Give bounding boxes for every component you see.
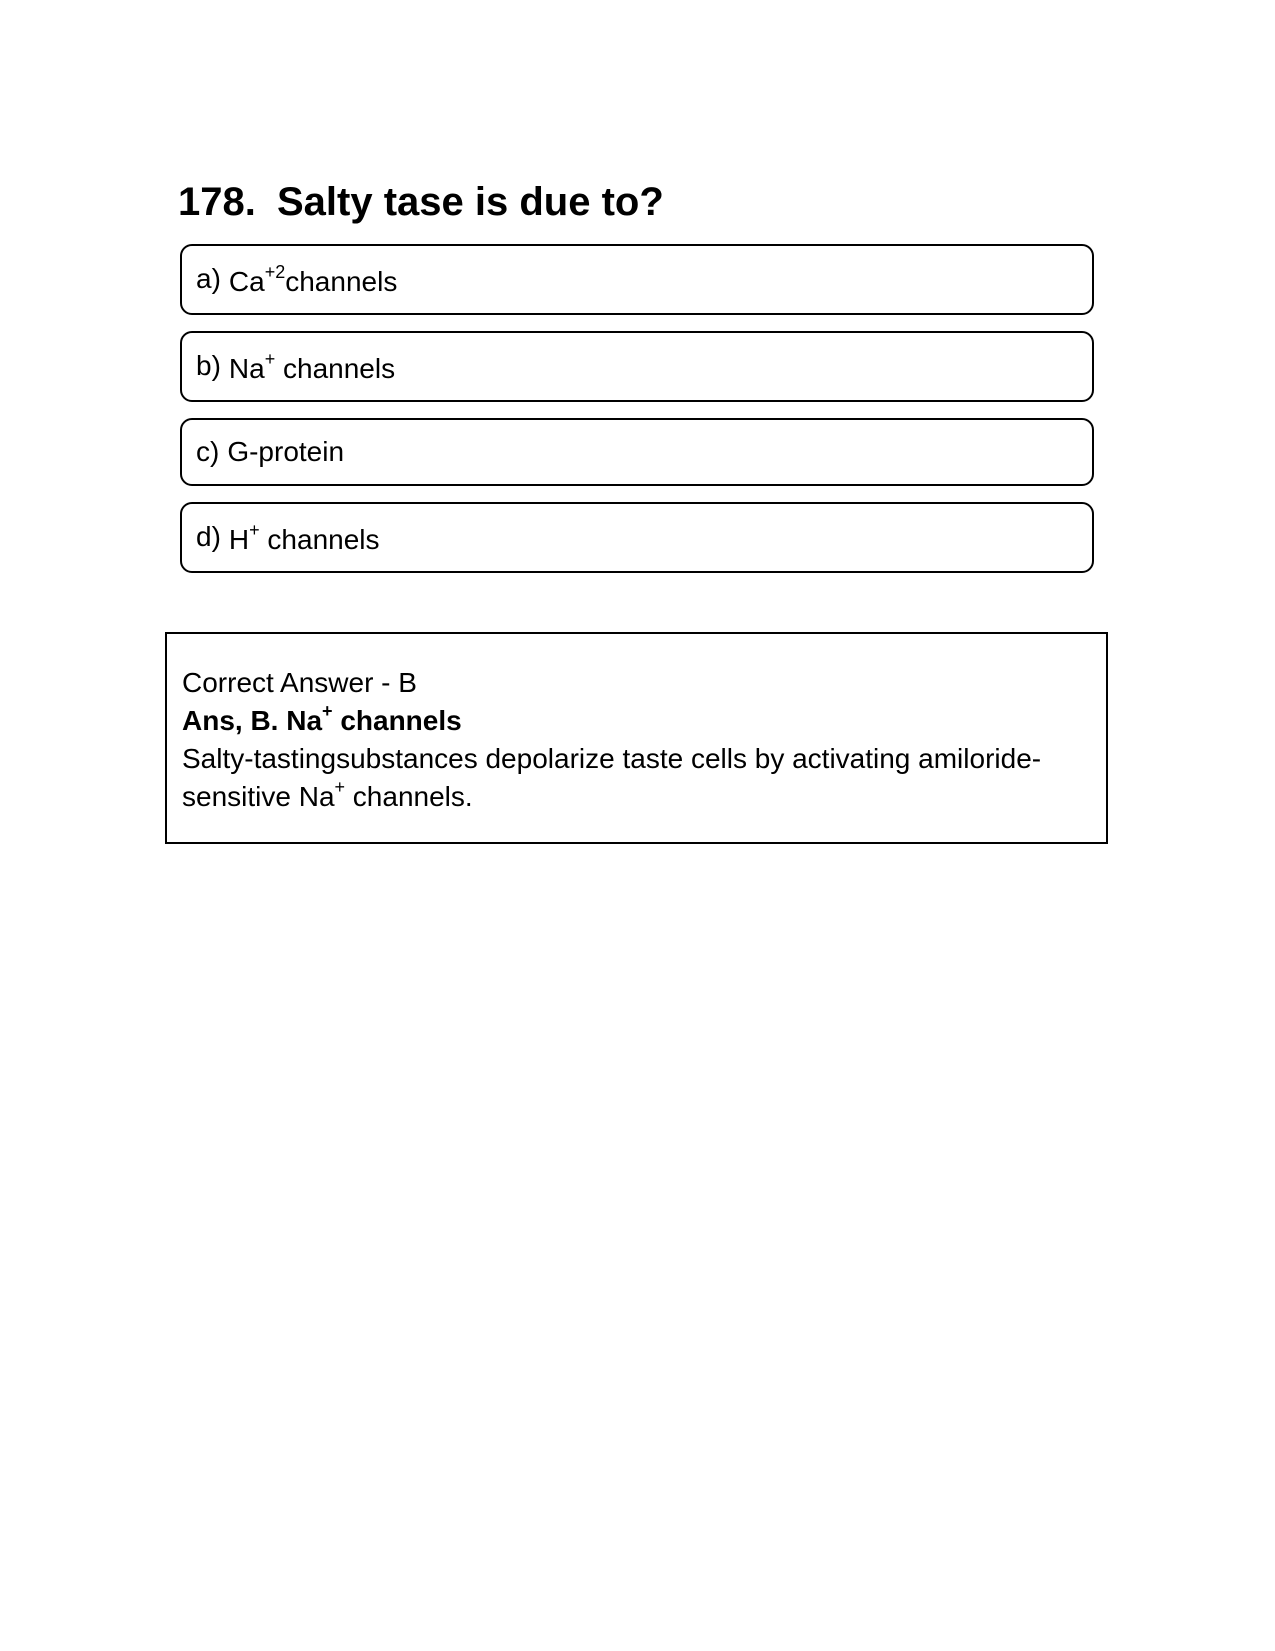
answer-box: [165, 632, 1108, 844]
answer-explanation: [182, 740, 1091, 816]
option-c[interactable]: [180, 418, 1094, 486]
option-letter: c): [196, 436, 220, 467]
option-letter: b): [196, 350, 221, 381]
answer-heading-prefix: Ans, B. Na: [182, 705, 323, 736]
question-text: Salty tase is due to?: [276, 180, 664, 224]
option-text: Na: [228, 353, 265, 384]
correct-answer-line: Correct Answer - B: [182, 667, 417, 698]
option-letter: a): [196, 263, 221, 294]
answer-heading: [182, 702, 1091, 740]
answer-heading-suffix: channels: [332, 705, 462, 736]
option-text: G-protein: [227, 436, 345, 467]
option-text-rest: channels: [285, 266, 398, 297]
option-text: Ca: [228, 266, 265, 297]
option-d[interactable]: [180, 502, 1094, 573]
option-superscript: +: [264, 348, 276, 369]
question-title: [178, 178, 664, 226]
option-letter: d): [196, 521, 221, 552]
option-text-rest: channels: [259, 524, 380, 555]
option-text: H: [228, 524, 250, 555]
option-b[interactable]: [180, 331, 1094, 402]
explanation-text-end: channels.: [345, 781, 473, 812]
explanation-superscript: +: [334, 776, 346, 797]
explanation-text: Salty-tastingsubstances depolarize taste cells by activating amiloride-sensitive Na: [182, 743, 1042, 812]
option-a[interactable]: [180, 244, 1094, 315]
option-text-rest: channels: [275, 353, 396, 384]
answer-heading-superscript: +: [322, 700, 333, 721]
question-number: 178.: [178, 180, 256, 224]
option-superscript: +2: [264, 261, 286, 282]
option-superscript: +: [249, 519, 260, 540]
